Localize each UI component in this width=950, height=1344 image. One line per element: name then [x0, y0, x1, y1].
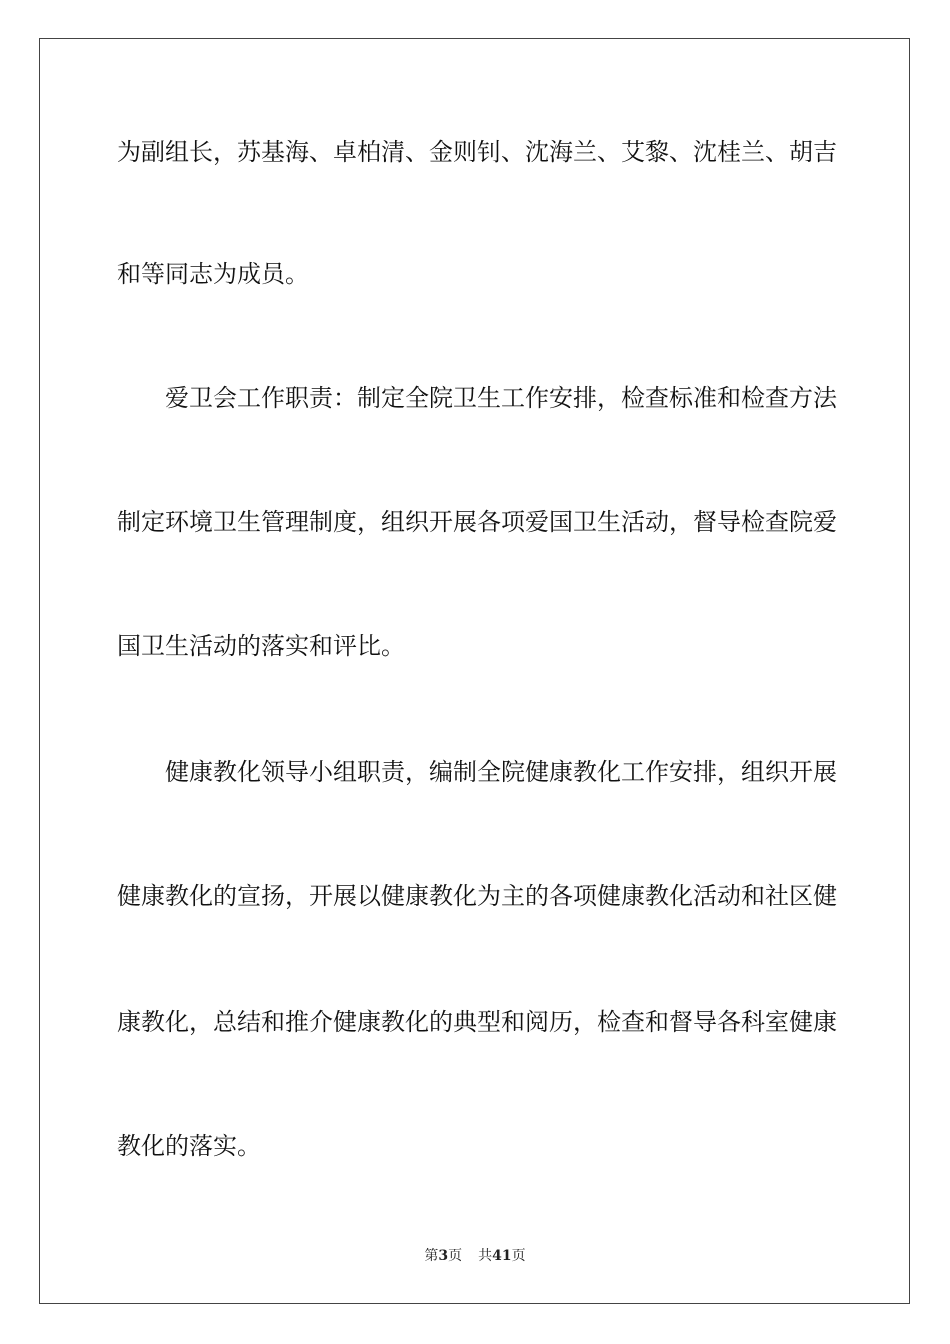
- text-line: 健康教化的宣扬，开展以健康教化为主的各项健康教化活动和社区健: [117, 882, 837, 910]
- text-line: 为副组长，苏基海、卓柏清、金则钊、沈海兰、艾黎、沈桂兰、胡吉: [117, 138, 837, 166]
- page-prefix: 第: [424, 1248, 439, 1264]
- page-border: [39, 38, 910, 1304]
- text-line: 爱卫会工作职责：制定全院卫生工作安排，检查标准和检查方法: [165, 384, 837, 412]
- text-line: 康教化，总结和推介健康教化的典型和阅历，检查和督导各科室健康: [117, 1008, 837, 1036]
- text-line: 教化的落实。: [117, 1132, 261, 1160]
- text-line: 国卫生活动的落实和评比。: [117, 632, 405, 660]
- text-line: 制定环境卫生管理制度，组织开展各项爱国卫生活动，督导检查院爱: [117, 508, 837, 536]
- page-suffix: 页: [448, 1248, 463, 1264]
- text-line: 和等同志为成员。: [117, 260, 309, 288]
- page-footer: [0, 1247, 950, 1265]
- total-suffix: 页: [511, 1248, 526, 1264]
- page-number: 3: [438, 1248, 449, 1264]
- text-line: 健康教化领导小组职责，编制全院健康教化工作安排，组织开展: [165, 758, 837, 786]
- total-prefix: 共: [478, 1248, 493, 1264]
- total-pages: 41: [492, 1248, 512, 1264]
